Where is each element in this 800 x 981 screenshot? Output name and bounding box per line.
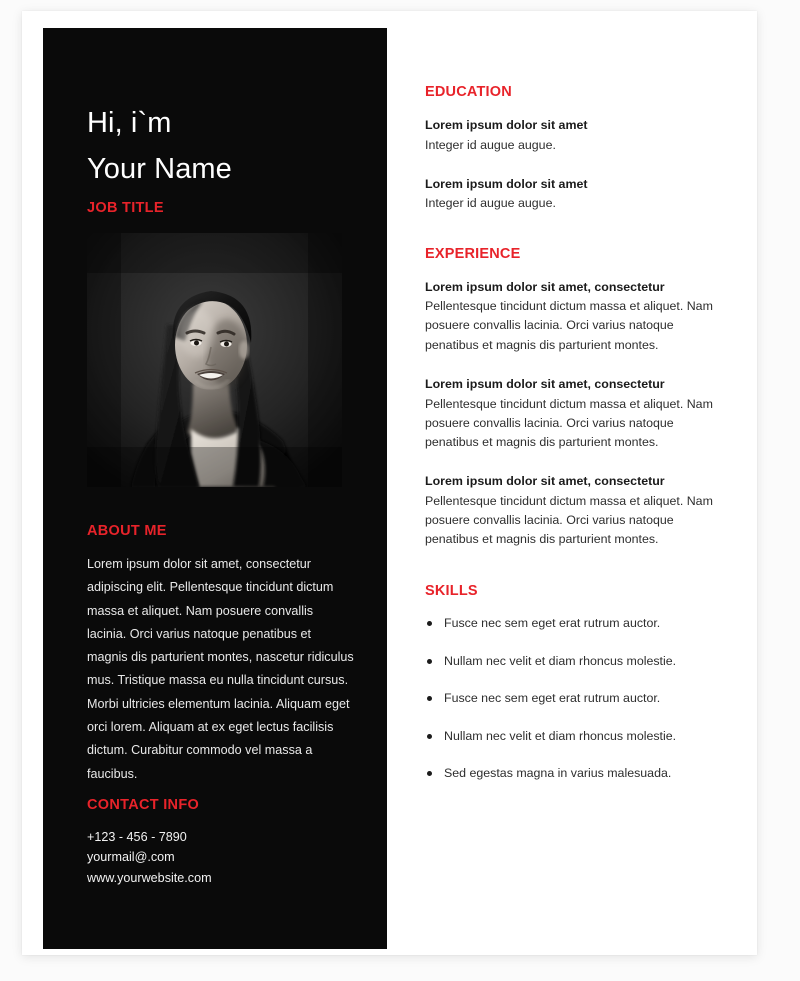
experience-entry-title: Lorem ipsum dolor sit amet, consectetur [425,279,665,294]
name-line: Your Name [87,152,232,185]
skills-heading: SKILLS [425,583,478,600]
skill-list-item [425,690,720,707]
bullet-icon [427,621,432,626]
experience-heading: EXPERIENCE [425,245,521,262]
about-me-paragraph: Lorem ipsum dolor sit amet, consectetur adipiscing elit. Pellentesque tincidunt dictum massa et aliquet. Nam posuere convallis lacinia. Orci varius natoque penatibus et magnis dis parturient montes, nascetur ridiculus mus. Tristique massa eu nulla tincidunt cursus. Morbi ultricies elementum lacinia. Aliquam eget orci lorem. Aliquam at ex eget lectus facilisis dictum. Curabitur commodo vel massa a faucibus. [87,557,354,781]
contact-info-section [87,797,355,888]
experience-entry-description: Pellentesque tincidunt dictum massa et aliquet. Nam posuere convallis lacinia. Orci varius natoque penatibus et magnis dis parturient montes. [425,396,713,449]
education-heading: EDUCATION [425,84,512,100]
experience-entry-title: Lorem ipsum dolor sit amet, consectetur [425,376,665,391]
bullet-icon [427,659,432,664]
experience-entry [425,278,720,355]
skill-label: Fusce nec sem eget erat rutrum auctor. [444,616,661,631]
bullet-icon [427,696,432,701]
experience-entry [425,375,720,452]
skills-list [425,615,720,782]
education-entry-description: Integer id augue augue. [425,196,556,211]
right-content-column [425,84,720,782]
hero-heading [87,101,367,216]
skill-list-item [425,728,720,745]
bullet-icon [427,734,432,739]
experience-entry-description: Pellentesque tincidunt dictum massa et aliquet. Nam posuere convallis lacinia. Orci varius natoque penatibus et magnis dis parturient montes. [425,493,713,547]
education-entry-title: Lorem ipsum dolor sit amet [425,176,588,191]
contact-website[interactable]: www.yourwebsite.com [87,870,212,885]
experience-section [425,246,720,550]
contact-info-heading: CONTACT INFO [87,797,200,813]
skill-label: Sed egestas magna in varius malesuada. [444,765,672,780]
education-entry-description: Integer id augue augue. [425,137,556,152]
greeting-line: Hi, i`m [87,107,172,139]
experience-entry-description: Pellentesque tincidunt dictum massa et aliquet. Nam posuere convallis lacinia. Orci varius natoque penatibus et magnis dis parturient montes. [425,299,713,352]
experience-entry [425,472,720,549]
skill-list-item [425,615,720,632]
skill-list-item [425,653,720,670]
resume-page [22,11,757,955]
education-entry-title: Lorem ipsum dolor sit amet [425,118,588,132]
experience-entry-title: Lorem ipsum dolor sit amet, consectetur [425,474,665,489]
education-entry [425,175,720,214]
bullet-icon [427,771,432,776]
skills-section [425,583,720,782]
contact-phone[interactable]: +123 - 456 - 7890 [87,830,187,844]
skill-list-item [425,765,720,782]
job-title: JOB TITLE [87,199,164,216]
contact-email[interactable]: yourmail@.com [87,850,175,865]
education-entry [425,116,720,155]
portrait-photo-graphic [87,233,342,487]
skill-label: Fusce nec sem eget erat rutrum auctor. [444,691,661,706]
education-section [425,84,720,214]
skill-label: Nullam nec velit et diam rhoncus molestie. [444,728,677,743]
about-me-section [87,523,355,786]
skill-label: Nullam nec velit et diam rhoncus molestie. [444,653,677,668]
left-sidebar-panel [43,28,387,949]
portrait-photo [87,233,342,487]
about-me-heading: ABOUT ME [87,523,167,539]
